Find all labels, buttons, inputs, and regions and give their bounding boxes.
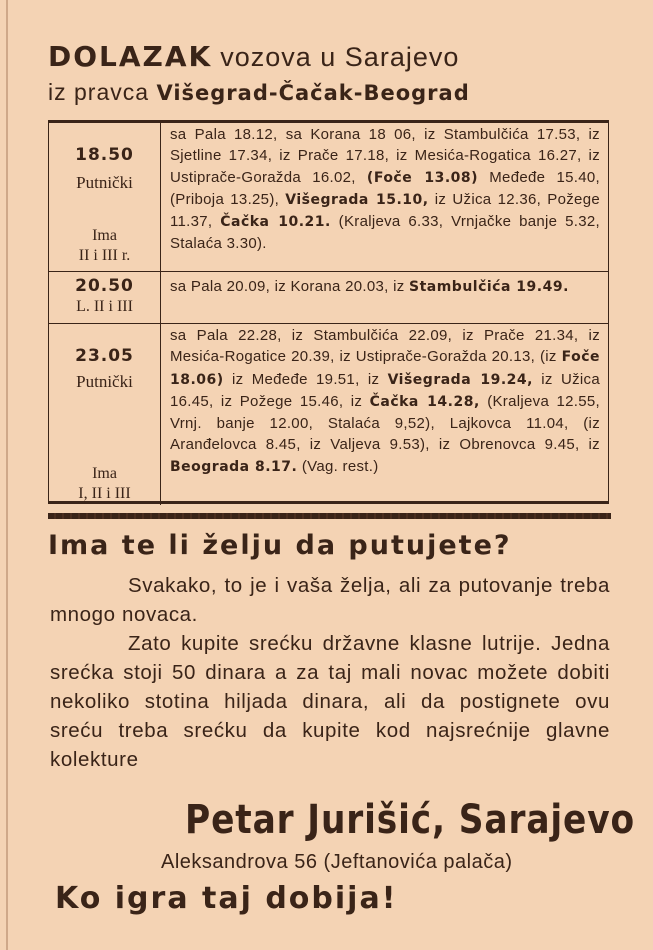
class-note — [49, 297, 160, 317]
section-divider — [48, 513, 611, 519]
arrivals-subheading — [48, 79, 608, 106]
subheading-route: Višegrad-Čačak-Beograd — [156, 81, 470, 105]
class-note-line1: Ima — [92, 227, 117, 244]
stations-text: (Vag. rest.) — [297, 457, 379, 475]
arrival-time: 18.50 — [75, 145, 134, 165]
stations-text-bold: Foče 18.06) — [170, 349, 600, 388]
class-note — [49, 464, 160, 504]
stations-text-bold: Beograda 8.17. — [170, 458, 298, 475]
class-note-line2: I, II i III — [78, 485, 131, 502]
lottery-ad-body — [50, 571, 610, 774]
timetable-time-cell — [49, 324, 161, 505]
class-note-line2: II i III r. — [78, 247, 131, 264]
arrival-time: 23.05 — [75, 346, 134, 366]
route-stations-text — [170, 124, 600, 255]
page-edge-mark — [6, 0, 8, 950]
route-stations-text — [170, 325, 600, 478]
stations-text-bold: Čačka 14.28, — [369, 393, 480, 410]
timetable-time-cell — [49, 123, 161, 271]
stations-text: (Kraljeva 12.55, Vrnj. banje 12.00, Stalaća 9,52), Lajkovca 11.04, (iz Aranđelovca 8.45, iz Valjeva 9.53), iz Obrenovca 9.45, iz — [170, 392, 601, 454]
class-note-line1: Ima — [92, 465, 117, 482]
lottery-dealer-name: Petar Jurišić, Sarajevo — [185, 797, 636, 843]
timetable-row — [49, 323, 608, 505]
arrivals-heading — [48, 40, 618, 74]
stations-text: Međeđe 15.40, (Priboja 13.25), — [170, 168, 600, 208]
class-note-line1: L. II i III — [76, 298, 133, 315]
stations-text: sa Pala 22.28, iz Stambulčića 22.09, iz Prače 21.34, iz Mesića-Rogatice 20.39, iz Ustiprače-Goražda 20.13, (iz — [170, 327, 600, 366]
timetable-row — [49, 271, 608, 324]
train-type: Putnički — [76, 173, 133, 192]
stations-text: iz Užica 12.36, Požege 11.37, — [170, 190, 600, 231]
timetable-row — [49, 123, 608, 271]
timetable-time-cell — [49, 272, 161, 324]
stations-text: (Kraljeva 6.33, Vrnjačke banje 5.32, Stalaća 3.30). — [170, 213, 600, 253]
class-note — [49, 226, 160, 266]
lottery-ad-title: Ima te li želju da putujete? — [48, 530, 512, 561]
arrival-time: 20.50 — [75, 276, 134, 296]
stations-text: sa Pala 20.09, iz Korana 20.03, iz — [170, 278, 409, 295]
stations-text-bold: Višegrada 15.10, — [285, 191, 429, 208]
train-timetable — [48, 120, 609, 504]
lottery-dealer-address: Aleksandrova 56 (Jeftanovića palača) — [161, 851, 513, 873]
arrivals-heading-strong: DOLAZAK — [48, 40, 213, 73]
stations-text-bold: (Foče 13.08) — [366, 169, 479, 186]
stations-text-bold: Čačka 10.21. — [220, 214, 331, 231]
stations-text: iz Međeđe 19.51, iz — [223, 370, 388, 388]
train-type: Putnički — [76, 372, 133, 391]
stations-text-bold: Stambulčića 19.49. — [408, 279, 569, 295]
stations-text: iz Užica 16.45, iz Požege 15.46, iz — [170, 370, 600, 410]
stations-text-bold: Višegrada 19.24, — [387, 371, 533, 388]
ad-paragraph: Zato kupite srećku državne klasne lutrije. Jedna srećka stoji 50 dinara a za taj mali novac možete dobiti nekoliko stotina hiljada dinara, ali da postignete ovu sreću treba srećku da kupite kod najsrećnije glavne kolekture — [50, 632, 610, 771]
subheading-prefix: iz pravca — [48, 79, 150, 105]
route-stations-text — [170, 276, 600, 298]
lottery-slogan: Ko igra taj dobija! — [55, 881, 398, 916]
stations-text: sa Pala 18.12, sa Korana 18 06, iz Stambulčića 17.53, iz Sjetline 17.34, iz Prače 17.18, iz Mesića-Rogatica 16.27, iz Ustiprače-Goražda 16.02, — [170, 126, 600, 186]
ad-paragraph: Svakako, to je i vaša želja, ali za putovanje treba mnogo novaca. — [50, 574, 610, 626]
arrivals-heading-rest: vozova u Sarajevo — [220, 42, 460, 72]
